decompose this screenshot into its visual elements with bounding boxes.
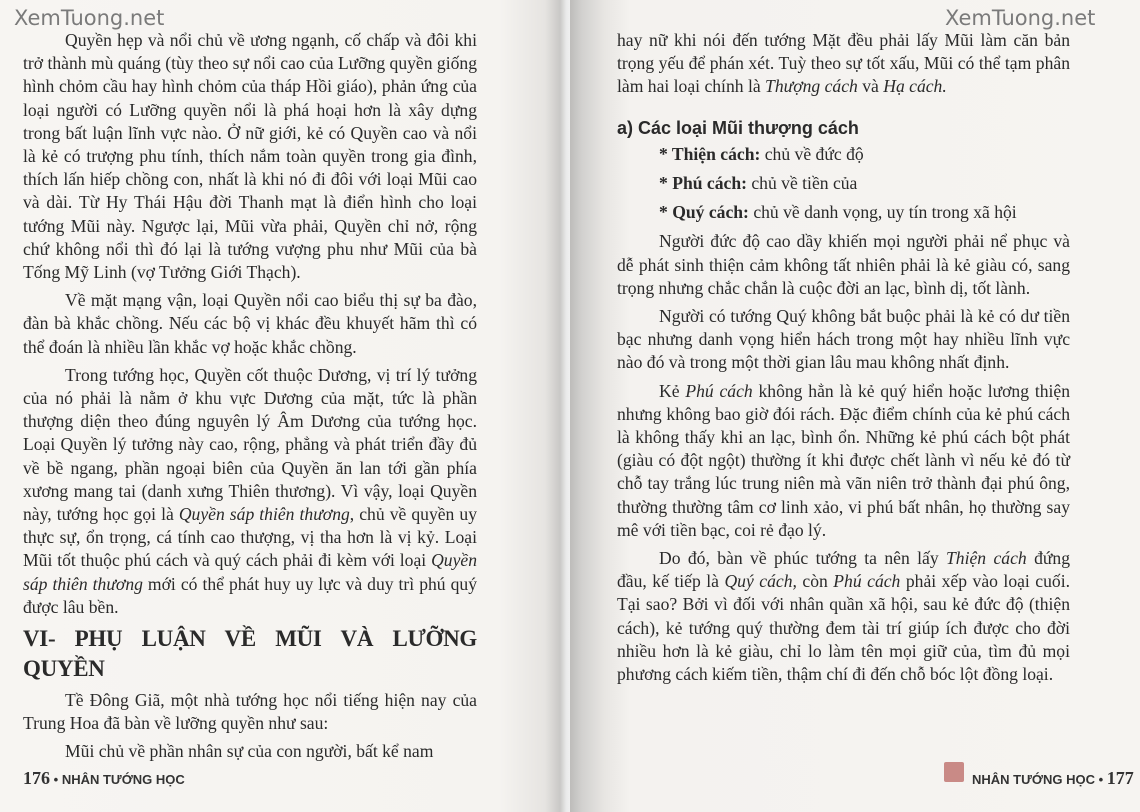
right-page	[570, 0, 1140, 812]
italic-term: Quyền sáp thiên thương	[23, 550, 477, 594]
text: còn	[796, 571, 834, 592]
watermark-logo-icon	[944, 762, 964, 782]
text: phải xếp vào loại cuối. Tại sao? Bởi vì đối với nhân quần xã hội, sau kẻ đức độ (thiện cách), kẻ tướng quý thường đem tài trí giúp ích được cho đời nhiều hơn là kẻ giàu, chỉ lo làm tên mọi giữ của, tìm đủ mọi phương cách kiếm tiền, thậm chí đi đến chỗ bóc lột đồng loại.	[617, 571, 1070, 685]
paragraph: Mũi chủ về phần nhân sự của con người, bất kể nam	[65, 741, 434, 762]
italic-term: Thiện cách	[946, 548, 1027, 569]
subheading: a) Các loại Mũi thượng cách	[617, 117, 859, 138]
section-heading: VI- PHỤ LUẬN VỀ MŨI VÀ LƯỠNG QUYỀN	[23, 626, 477, 682]
text: , chủ về quyền uy thực sự, ổn trọng, cá tính cao thượng, vị tha hơn là vị kỷ. Loại Mũi tốt thuộc phú cách và quý cách phải đi kèm với loại	[23, 504, 478, 571]
paragraph	[617, 29, 1070, 99]
bullet-term: * Quý cách:	[659, 202, 749, 223]
paragraph	[23, 364, 477, 619]
separator: •	[53, 772, 59, 787]
right-page-body	[617, 29, 1070, 691]
text: không hẳn là kẻ quý hiển hoặc lương thiện nhưng không bao giờ đói rách. Đặc điểm chính của kẻ phú cách là không thấy khi an lạc, bình ổn. Những kẻ phú cách bột phát (giàu có đột ngột) thường ít khi được chết lành vì nếu kẻ đó từ chỗ tay trắng lúc trung niên mà vãn niên trở thành đại phú ông, thường thường tâm cơ linh xảo, vi phú bất nhân, họ thường say mê với tiền bạc, coi rẻ đạo lý.	[617, 380, 1071, 540]
italic-term: Thượng cách	[765, 76, 858, 97]
book-title: NHÂN TƯỚNG HỌC	[972, 772, 1095, 787]
bullet-item	[659, 201, 1070, 224]
paragraph: Về mặt mạng vận, loại Quyền nổi cao biểu thị sự ba đào, đàn bà khắc chồng. Nếu các bộ vị khác đều khuyết hãm thì có thể đoán là nhiều lần khắc vợ hoặc khắc chồng.	[23, 290, 477, 357]
page-number: 176	[23, 768, 50, 788]
italic-term: Phú cách	[833, 571, 901, 592]
bullet-item	[659, 143, 1070, 166]
italic-term: Quyền sáp thiên thương	[178, 504, 350, 525]
bullet-desc: chủ về đức độ	[760, 143, 864, 164]
text: đứng đầu, kế tiếp là	[617, 548, 1070, 592]
page-number: 177	[1106, 768, 1134, 788]
watermark: XemTuong.net	[945, 6, 1096, 30]
italic-term: Phú cách	[685, 380, 753, 401]
text: mới có thể phát huy uy lực và duy trì phú quý được lâu bền.	[23, 573, 477, 617]
watermark: XemTuong.net	[14, 6, 165, 30]
left-page-body	[23, 29, 477, 769]
bullet-desc: chủ về danh vọng, uy tín trong xã hội	[748, 202, 1017, 223]
text: Trong tướng học, Quyền cốt thuộc Dương, vị trí lý tưởng của nó phải là nằm ở khu vực Dương của mặt, tức là phần thượng diện theo đúng nguyên lý Âm Dương của tướng học. Loại Quyền lý tưởng này cao, rộng, phẳng và phát triển đầy đủ về bề ngang, phần ngoại biên của Quyền ăn lan tới gần phía xương mang tai (danh xưng Thiên thương). Vì vậy, loại Quyền này, tướng học gọi là	[23, 364, 477, 525]
paragraph	[617, 380, 1070, 542]
page-footer	[972, 768, 1134, 789]
text: Kẻ	[659, 380, 686, 401]
paragraph: Người đức độ cao dầy khiến mọi người phải nể phục và dễ phát sinh thiện cảm không tất nhiên phải là kẻ giàu có, sang trọng nhưng chắc chắn là cuộc đời an lạc, bình dị, tốt lành.	[617, 231, 1070, 298]
bullet-item	[659, 172, 1070, 195]
text: hay nữ khi nói đến tướng Mặt đều phải lấy Mũi làm căn bản trọng yếu để phán xét. Tuỳ theo sự tốt xấu, Mũi có thể tạm phân làm hai loại chính là	[617, 30, 1070, 97]
italic-term: Hạ cách.	[883, 76, 947, 97]
paragraph	[617, 547, 1070, 686]
book-title: NHÂN TƯỚNG HỌC	[61, 772, 185, 787]
paragraph: Quyền hẹp và nổi chủ về ương ngạnh, cố chấp và đôi khi trở thành mù quáng (tùy theo sự nổi cao của Lưỡng quyền giống hình chỏm cầu hay hình chỏm của tháp Hồi giáo), phản ứng của loại người có Lưỡng quyền nổi là phá hoại hơn là xây dựng trong bất luận lĩnh vực nào. Ở nữ giới, kẻ có Quyền cao và nổi là kẻ có trượng phu tính, thích nắm toàn quyền trong gia đình, thích lấn hiếp chồng con, nhất là khi nó đi đôi với loại Mũi cao và dài. Từ Hy Thái Hậu đời Thanh mạt là điển hình cho loại tướng Mũi này. Ngược lại, Mũi vừa phải, Quyền chỉ nở, rộng chứ không nổi thì đó lại là tướng vượng phu như Mũi của bà Tống Mỹ Linh (vợ Tưởng Giới Thạch).	[23, 30, 477, 283]
paragraph: Tề Đông Giã, một nhà tướng học nổi tiếng hiện nay của Trung Hoa đã bàn về lưỡng quyền như sau:	[23, 690, 477, 734]
bullet-term: * Thiện cách:	[659, 143, 761, 164]
text: và	[857, 76, 884, 97]
text: Do đó, bàn về phúc tướng ta nên lấy	[659, 548, 947, 569]
bullet-desc: chủ về tiền của	[746, 173, 858, 194]
bullet-term: * Phú cách:	[659, 173, 747, 194]
italic-term: Quý cách,	[724, 571, 797, 592]
separator: •	[1098, 772, 1104, 787]
page-footer	[23, 768, 185, 789]
paragraph: Người có tướng Quý không bắt buộc phải là kẻ có dư tiền bạc nhưng danh vọng hiển hách trong một hay nhiều lĩnh vực nào đó và trong một thời gian lâu mau không nhất định.	[617, 306, 1070, 373]
